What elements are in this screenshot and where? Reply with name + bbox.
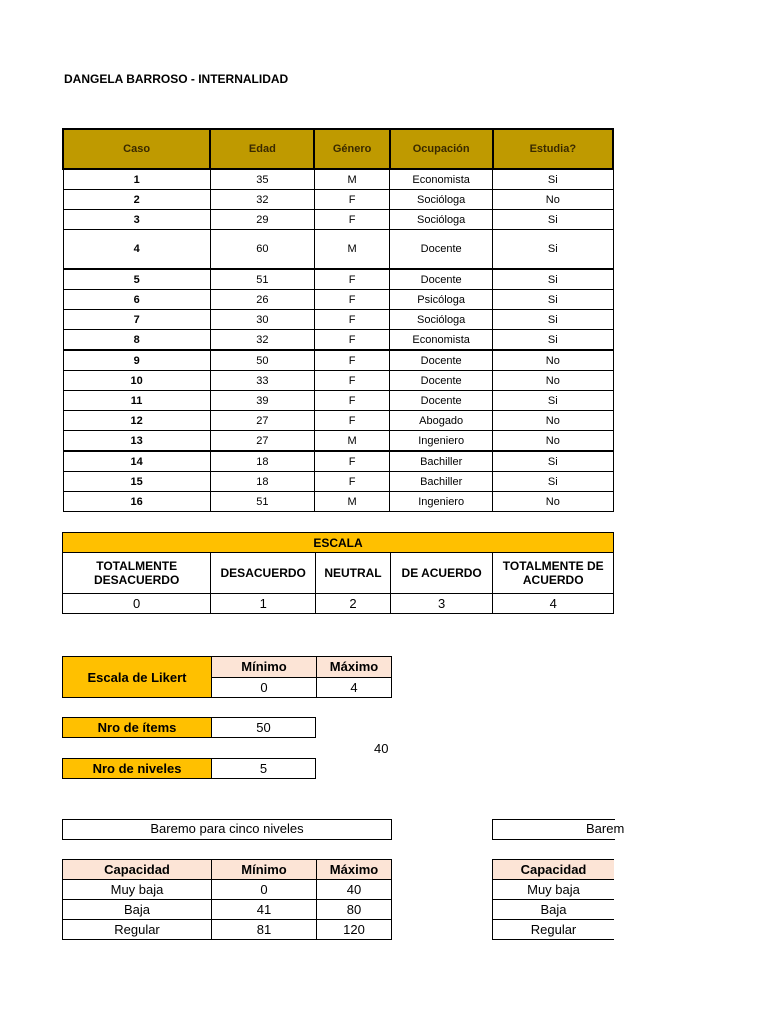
table-row: [63, 920, 392, 940]
cell-ocupacion: Bachiller: [390, 451, 493, 472]
cell-capacidad: Regular: [493, 920, 615, 940]
cell-caso: 14: [63, 451, 210, 472]
cell-genero: F: [314, 269, 389, 290]
table-row: [63, 290, 613, 310]
cell-estudia: No: [493, 350, 613, 371]
cell-estudia: Si: [493, 391, 613, 411]
cell-edad: 51: [210, 269, 314, 290]
escala-value: 1: [211, 594, 316, 614]
cell-edad: 30: [210, 310, 314, 330]
cell-ocupacion: Economista: [390, 169, 493, 190]
table-row: [63, 169, 613, 190]
cell-caso: 6: [63, 290, 210, 310]
loose-value: 40: [374, 741, 389, 756]
cell-minimo: 81: [212, 920, 317, 940]
table-row: [63, 391, 613, 411]
cell-estudia: Si: [493, 451, 613, 472]
escala-title: ESCALA: [63, 533, 614, 553]
items-value: 50: [211, 717, 316, 738]
cell-edad: 27: [210, 411, 314, 431]
cell-capacidad: Regular: [63, 920, 212, 940]
escala-label: DE ACUERDO: [390, 553, 493, 594]
cell-estudia: No: [493, 371, 613, 391]
items-label: Nro de ítems: [62, 717, 212, 738]
cell-estudia: No: [493, 492, 613, 512]
table-row: [493, 920, 615, 940]
cell-genero: M: [314, 169, 389, 190]
table-row: [493, 900, 615, 920]
table-row: [63, 230, 613, 270]
cell-estudia: No: [493, 431, 613, 452]
cell-caso: 3: [63, 210, 210, 230]
table-row: [63, 350, 613, 371]
cell-genero: F: [314, 391, 389, 411]
cell-ocupacion: Ingeniero: [390, 492, 493, 512]
table-row: [493, 880, 615, 900]
cell-edad: 60: [210, 230, 314, 270]
cell-capacidad: Baja: [493, 900, 615, 920]
cell-genero: F: [314, 371, 389, 391]
likert-table: [62, 656, 392, 698]
cell-ocupacion: Socióloga: [390, 310, 493, 330]
cell-genero: F: [314, 451, 389, 472]
baremo-table: [62, 859, 392, 940]
table-row: [63, 269, 613, 290]
table-row: [63, 411, 613, 431]
escala-value: 0: [63, 594, 211, 614]
cell-estudia: Si: [493, 169, 613, 190]
cell-caso: 5: [63, 269, 210, 290]
baremo-table-2: [492, 859, 614, 940]
likert-min-header: Mínimo: [212, 657, 317, 678]
cell-caso: 4: [63, 230, 210, 270]
cell-ocupacion: Socióloga: [390, 210, 493, 230]
baremo-header-capacidad: Capacidad: [63, 860, 212, 880]
cell-genero: M: [314, 492, 389, 512]
table-row: [63, 492, 613, 512]
cell-edad: 26: [210, 290, 314, 310]
escala-value: 4: [493, 594, 614, 614]
cell-genero: F: [314, 310, 389, 330]
cell-estudia: Si: [493, 290, 613, 310]
table-row: [63, 330, 613, 351]
cell-ocupacion: Docente: [390, 371, 493, 391]
cell-genero: F: [314, 290, 389, 310]
cell-ocupacion: Docente: [390, 269, 493, 290]
cell-caso: 1: [63, 169, 210, 190]
cell-genero: F: [314, 350, 389, 371]
cell-ocupacion: Ingeniero: [390, 431, 493, 452]
baremo-title-partial-text: Barem: [586, 821, 625, 836]
cell-maximo: 80: [317, 900, 392, 920]
cell-genero: F: [314, 190, 389, 210]
escala-label: DESACUERDO: [211, 553, 316, 594]
escala-label: TOTALMENTE DESACUERDO: [63, 553, 211, 594]
cell-capacidad: Baja: [63, 900, 212, 920]
table-row: [63, 431, 613, 452]
cell-caso: 10: [63, 371, 210, 391]
cell-maximo: 40: [317, 880, 392, 900]
cell-ocupacion: Economista: [390, 330, 493, 351]
cell-edad: 18: [210, 472, 314, 492]
cell-edad: 51: [210, 492, 314, 512]
cell-edad: 27: [210, 431, 314, 452]
likert-max-value: 4: [317, 677, 392, 698]
cell-genero: F: [314, 472, 389, 492]
cell-ocupacion: Docente: [390, 391, 493, 411]
cell-caso: 8: [63, 330, 210, 351]
cell-genero: M: [314, 230, 389, 270]
likert-max-header: Máximo: [317, 657, 392, 678]
table-row: [63, 190, 613, 210]
cell-maximo: 120: [317, 920, 392, 940]
cell-edad: 29: [210, 210, 314, 230]
cell-edad: 18: [210, 451, 314, 472]
likert-min-value: 0: [212, 677, 317, 698]
table-row: [63, 472, 613, 492]
cell-edad: 50: [210, 350, 314, 371]
cell-genero: F: [314, 210, 389, 230]
cell-edad: 39: [210, 391, 314, 411]
header-genero: Género: [314, 129, 389, 169]
cell-edad: 32: [210, 330, 314, 351]
cell-ocupacion: Abogado: [390, 411, 493, 431]
cell-edad: 32: [210, 190, 314, 210]
cell-genero: M: [314, 431, 389, 452]
cell-edad: 35: [210, 169, 314, 190]
escala-label: TOTALMENTE DE ACUERDO: [493, 553, 614, 594]
cell-caso: 2: [63, 190, 210, 210]
likert-label: Escala de Likert: [63, 657, 212, 698]
cell-ocupacion: Psicóloga: [390, 290, 493, 310]
table-row: [63, 310, 613, 330]
niveles-value: 5: [211, 758, 316, 779]
cell-estudia: Si: [493, 269, 613, 290]
table-row: [63, 371, 613, 391]
cases-header-row: [63, 129, 613, 169]
cases-table: [62, 128, 614, 512]
escala-table: [62, 532, 614, 614]
header-ocupacion: Ocupación: [390, 129, 493, 169]
cell-estudia: No: [493, 411, 613, 431]
baremo2-header-capacidad: Capacidad: [493, 860, 615, 880]
cell-caso: 12: [63, 411, 210, 431]
cell-caso: 15: [63, 472, 210, 492]
header-edad: Edad: [210, 129, 314, 169]
header-estudia: Estudia?: [493, 129, 613, 169]
baremo-title-partial: [492, 819, 625, 840]
cell-capacidad: Muy baja: [493, 880, 615, 900]
cell-minimo: 0: [212, 880, 317, 900]
cell-caso: 13: [63, 431, 210, 452]
baremo-title: Baremo para cinco niveles: [62, 819, 392, 840]
escala-label: NEUTRAL: [316, 553, 391, 594]
header-caso: Caso: [63, 129, 210, 169]
table-row: [63, 880, 392, 900]
cell-ocupacion: Docente: [390, 350, 493, 371]
table-row: [63, 900, 392, 920]
cell-genero: F: [314, 330, 389, 351]
escala-value: 3: [390, 594, 493, 614]
cell-caso: 9: [63, 350, 210, 371]
cell-estudia: Si: [493, 330, 613, 351]
table-row: [63, 210, 613, 230]
table-row: [63, 451, 613, 472]
cell-caso: 11: [63, 391, 210, 411]
baremo-header-maximo: Máximo: [317, 860, 392, 880]
cell-minimo: 41: [212, 900, 317, 920]
cell-estudia: Si: [493, 210, 613, 230]
cell-estudia: No: [493, 190, 613, 210]
escala-value: 2: [316, 594, 391, 614]
cell-ocupacion: Docente: [390, 230, 493, 270]
cell-caso: 7: [63, 310, 210, 330]
sheet-title: DANGELA BARROSO - INTERNALIDAD: [64, 72, 289, 86]
cell-ocupacion: Bachiller: [390, 472, 493, 492]
cell-estudia: Si: [493, 230, 613, 270]
cell-estudia: Si: [493, 472, 613, 492]
cell-genero: F: [314, 411, 389, 431]
niveles-label: Nro de niveles: [62, 758, 212, 779]
cell-caso: 16: [63, 492, 210, 512]
cell-ocupacion: Socióloga: [390, 190, 493, 210]
baremo-header-minimo: Mínimo: [212, 860, 317, 880]
cell-capacidad: Muy baja: [63, 880, 212, 900]
cell-edad: 33: [210, 371, 314, 391]
cell-estudia: Si: [493, 310, 613, 330]
